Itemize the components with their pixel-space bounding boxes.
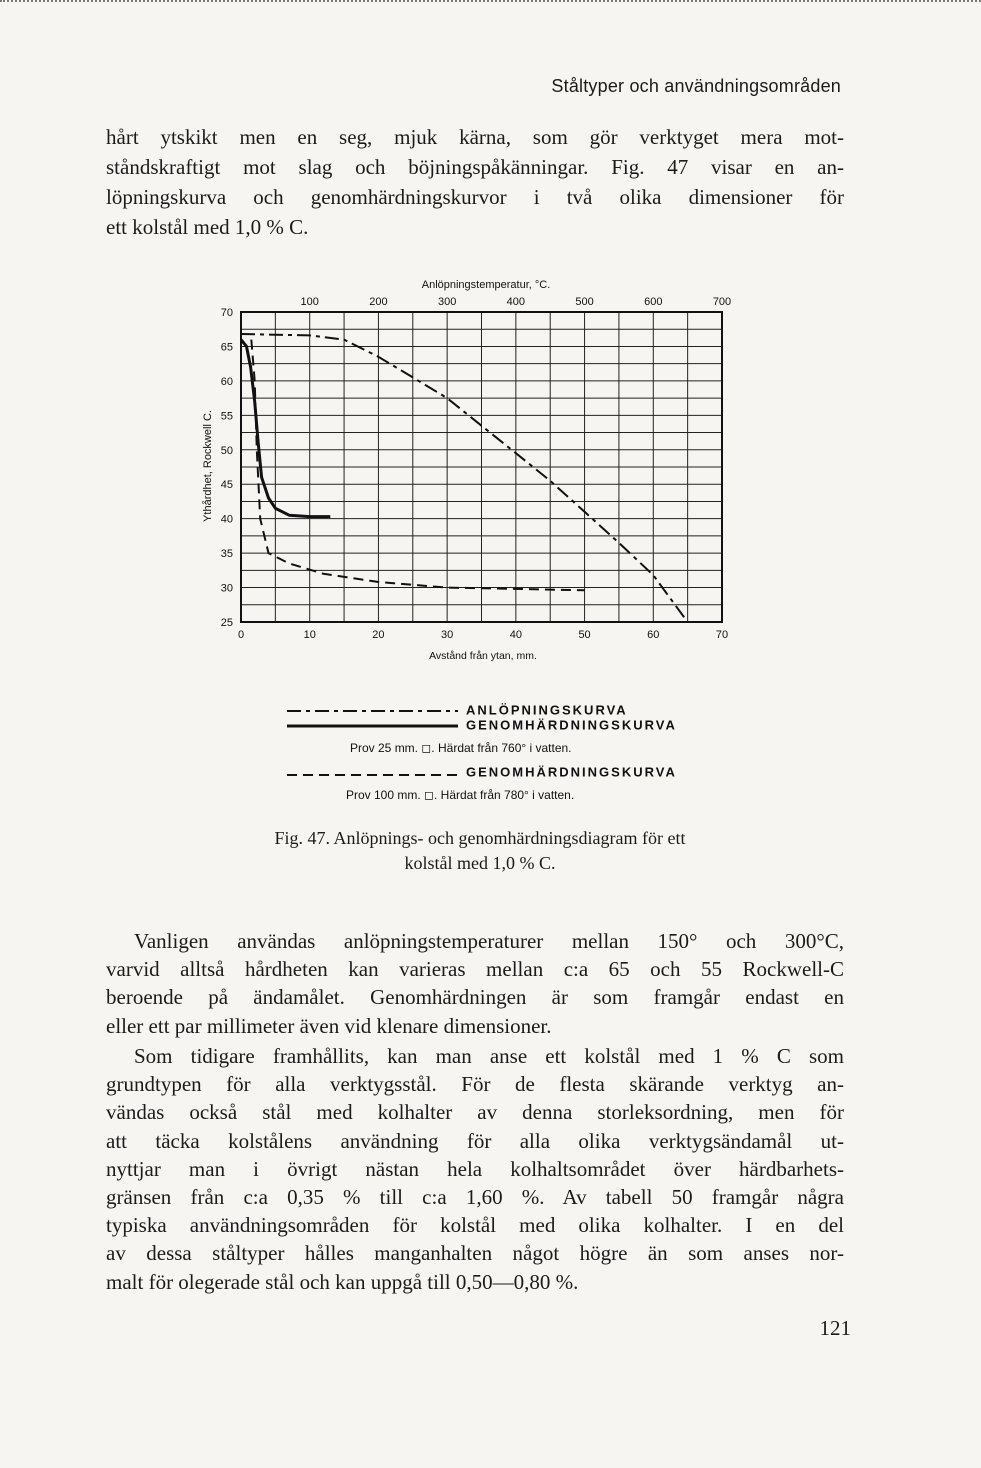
x-tick-label: 60 [647,629,660,641]
series-line-0 [241,334,688,622]
intro-line: ståndskraftigt mot slag och böjningspåkänningar. Fig. 47 visar en an- [106,155,844,179]
legend-label-anlopning: ANLÖPNINGSKURVA [466,702,628,718]
y-tick-label: 30 [220,582,233,595]
top-tick-label: 400 [506,296,526,308]
x-tick-label: 50 [578,629,591,641]
body-line: typiska användningsområden för kolstål med olika kolhalter. I en del [106,1213,844,1238]
chart-series [241,334,688,622]
body-paragraph-2 [106,1042,844,1296]
body-line: av dessa ståltyper hålles manganhalten något högre än som anses nor- [106,1241,844,1266]
body-line: gränsen från c:a 0,35 % till c:a 1,60 %. Av tabell 50 framgår några [106,1185,844,1210]
y-tick-label: 50 [220,444,233,457]
y-axis-label: Ythårdhet, Rockwell C. [202,410,214,522]
y-tick-label: 70 [220,307,233,319]
top-tick-label: 200 [369,296,388,308]
x-tick-label: 30 [441,629,454,641]
top-tick-label: 300 [437,296,457,308]
running-head: Ståltyper och användningsområden [551,76,841,96]
y-tick-label: 40 [220,513,233,526]
top-tick-label: 700 [712,296,732,308]
top-tick-label: 600 [644,296,663,308]
top-tick-label: 100 [300,296,319,308]
caption-line: Fig. 47. Anlöpnings- och genomhärdningsdiagram för ett [274,828,686,848]
x-axis-label: Avstånd från ytan, mm. [429,650,537,662]
intro-line: ett kolstål med 1,0 % C. [106,215,309,239]
legend-label-25mm: GENOMHÄRDNINGSKURVA [466,717,677,733]
body-line: att täcka kolstålens användning för alla olika verktygsändamål ut- [106,1128,844,1153]
body-line: beroende på ändamålet. Genomhärdningen är som framgår endast en [106,985,844,1010]
y-tick-label: 55 [220,410,233,423]
legend-note-25mm: Prov 25 mm. ◻. Härdat från 760° i vatten. [350,741,572,756]
x-tick-labels [238,629,728,641]
y-tick-label: 60 [220,375,233,388]
body-paragraph-1 [106,927,844,1040]
intro-line: löpningskurva och genomhärdningskurvor i två olika dimensioner för [106,185,844,209]
top-axis-title: Anlöpningstemperatur, °C. [421,279,551,291]
x-tick-label: 0 [237,629,245,641]
body-line: Vanligen användas anlöpningstemperaturer mellan 150° och 300°C, [134,929,844,953]
legend-note-100mm: Prov 100 mm. ◻. Härdat från 780° i vatten. [346,788,575,803]
body-line: varvid alltså hårdheten kan varieras mellan c:a 65 och 55 Rockwell-C [106,957,844,982]
x-tick-label: 20 [372,629,385,641]
series-line-1 [241,340,330,517]
body-line: nyttjar man i övrigt nästan hela kolhaltsområdet över härdbarhets- [106,1156,844,1181]
top-tick-label: 500 [575,296,594,308]
top-tick-labels [301,296,732,308]
figure-caption [220,826,740,876]
x-tick-label: 70 [715,629,729,641]
caption-line: kolstål med 1,0 % C. [404,853,556,873]
y-tick-label: 45 [220,479,233,492]
page-number: 121 [819,1316,851,1340]
intro-line: hårt ytskikt men en seg, mjuk kärna, som gör verktyget mera mot- [106,125,844,149]
body-line: vändas också stål med kolhalter av denna storleksordning, men för [106,1100,844,1125]
y-tick-label: 25 [220,617,233,629]
y-tick-labels [221,307,233,629]
y-tick-label: 65 [220,341,233,354]
x-tick-label: 40 [509,629,522,641]
body-line: Som tidigare framhållits, kan man anse ett kolstål med 1 % C som [134,1044,844,1068]
body-line: malt för olegerade stål och kan uppgå till 0,50—0,80 %. [106,1269,579,1294]
body-line: grundtypen för alla verktygsstål. För de flesta skärande verktyg an- [106,1072,844,1097]
y-tick-label: 35 [220,548,233,561]
chart-grid [241,312,722,622]
legend-label-100mm: GENOMHÄRDNINGSKURVA [466,764,677,780]
x-tick-label: 10 [303,629,316,641]
body-line: eller ett par millimeter även vid klenare dimensioner. [106,1013,552,1038]
